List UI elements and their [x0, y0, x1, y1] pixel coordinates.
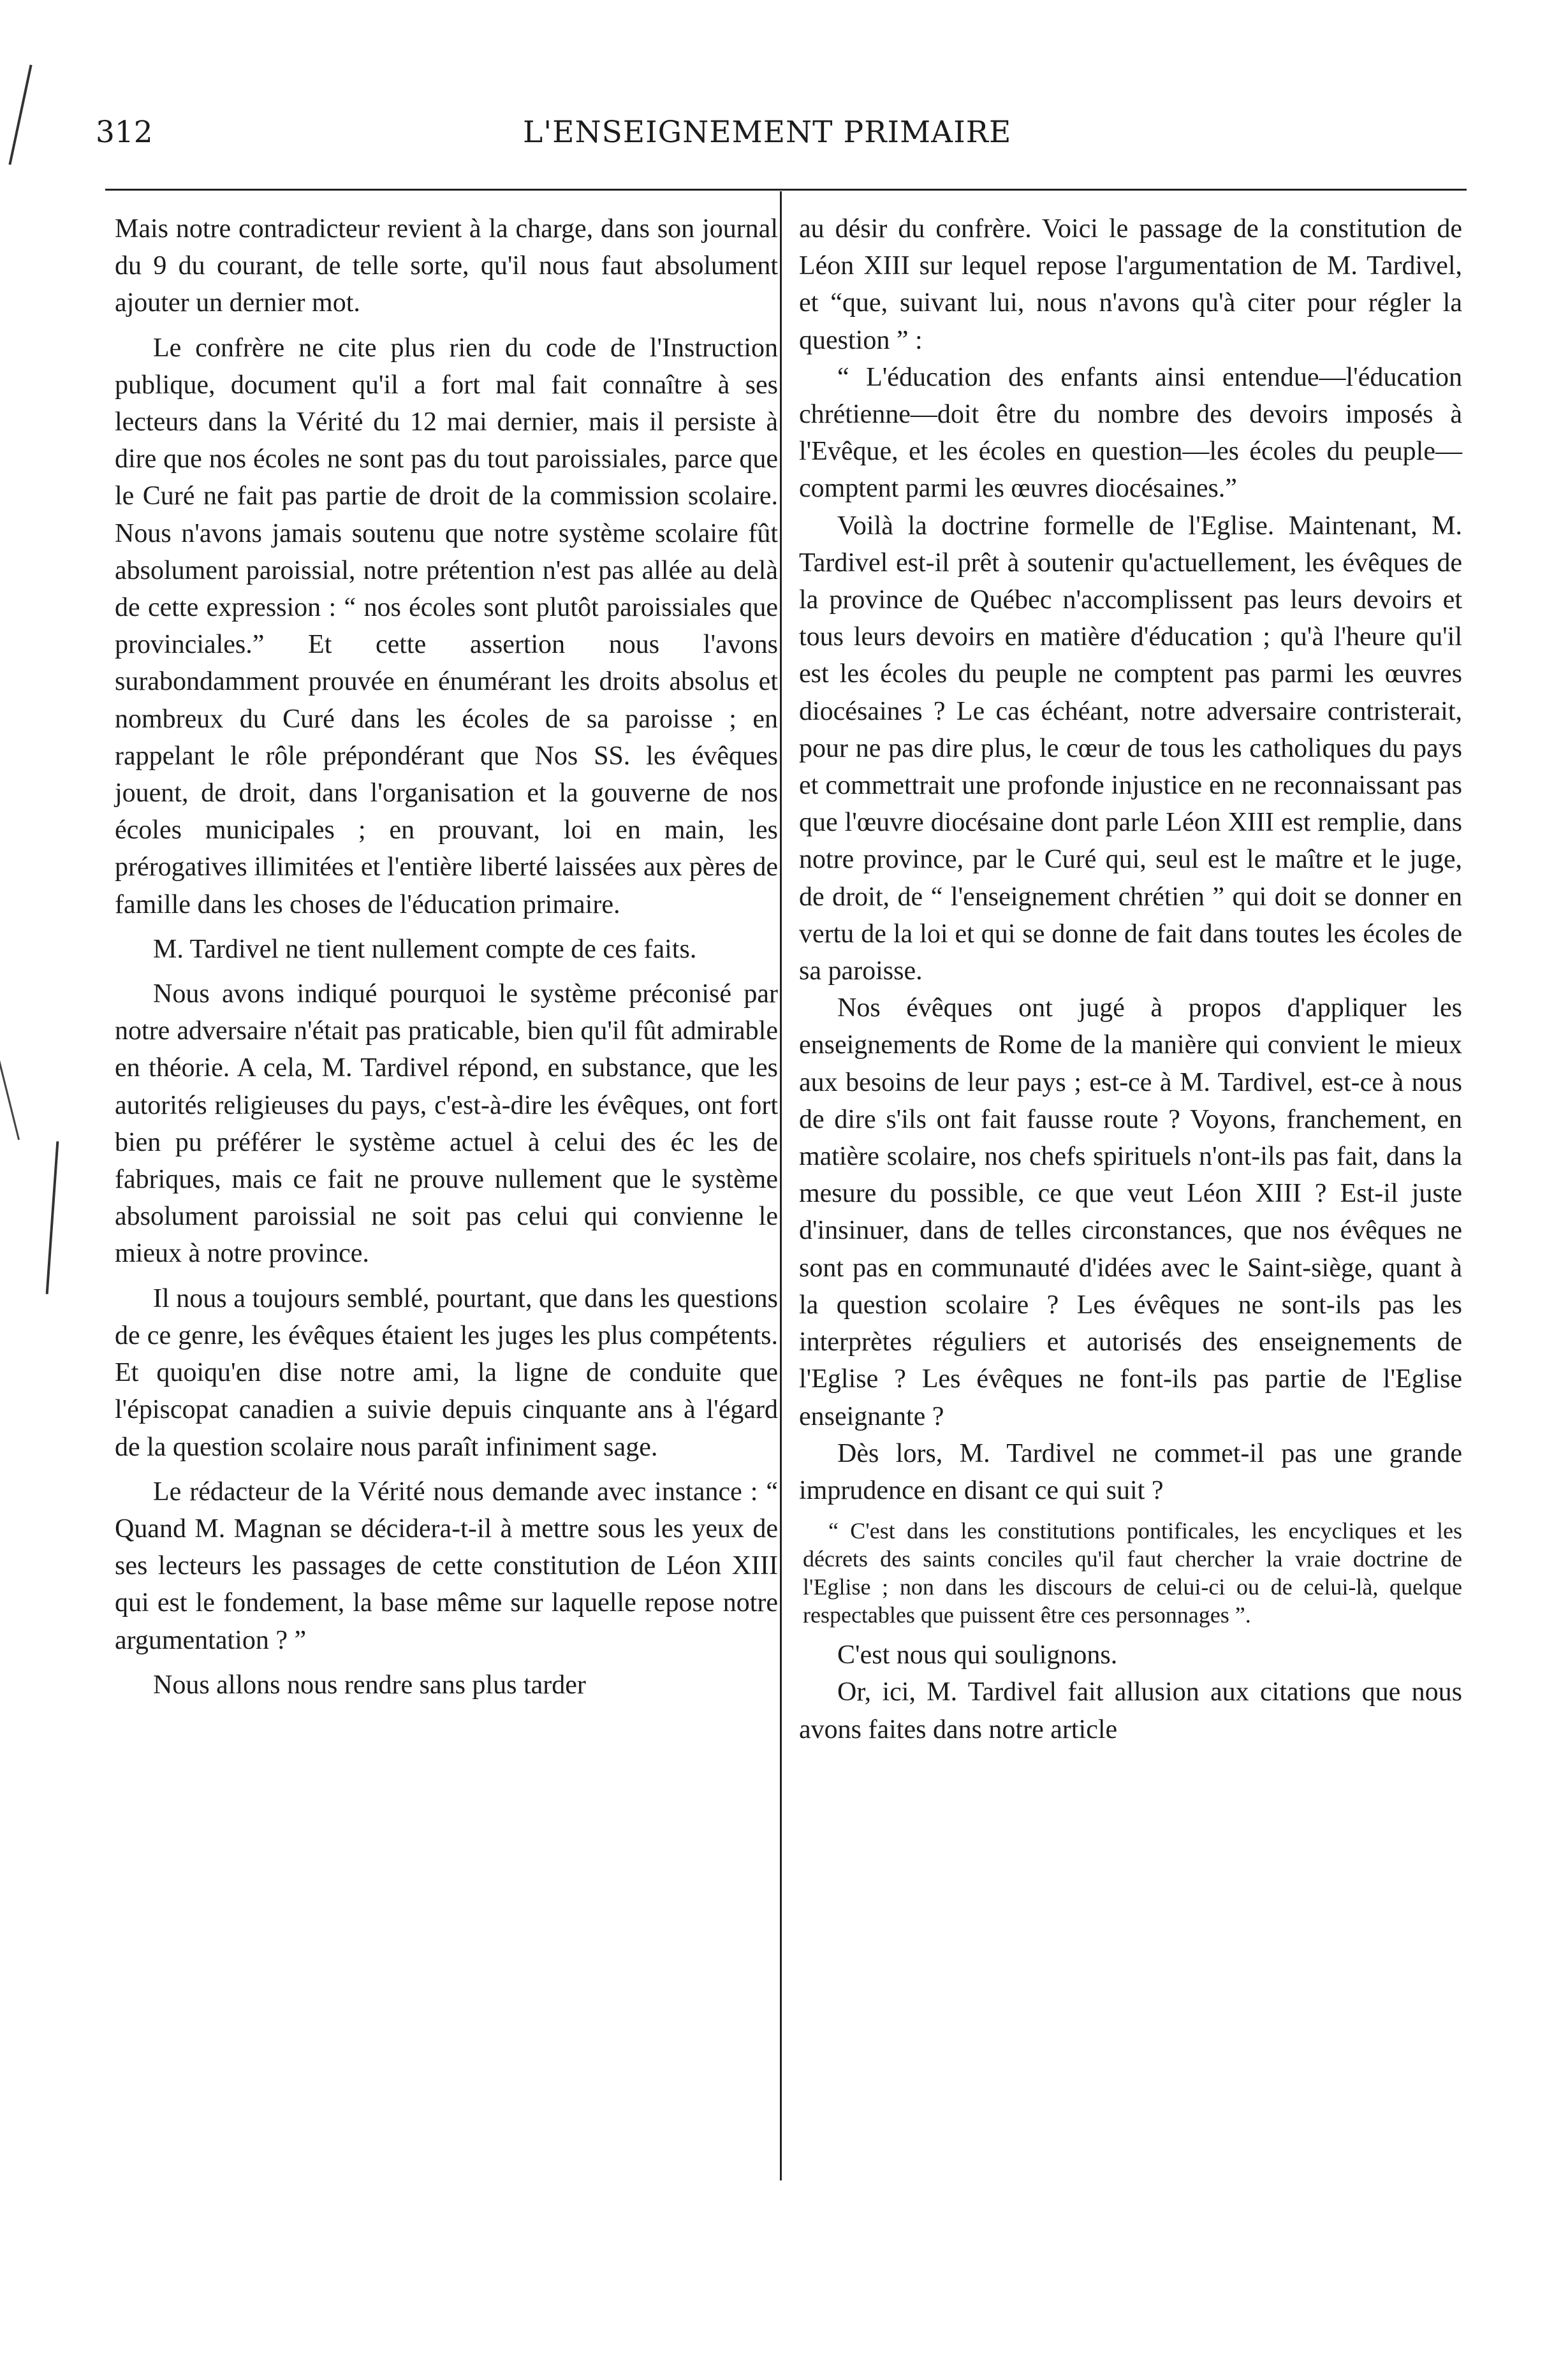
- paragraph: C'est nous qui soulignons.: [837, 1640, 1118, 1670]
- running-title: L'ENSEIGNEMENT PRIMAIRE: [523, 115, 1012, 150]
- left-column: [115, 210, 778, 1704]
- paragraph: Nos évêques ont jugé à propos d'appliquer les enseignements de Rome de la manière qui convient le mieux aux besoins de leur pays ; est-ce à M. Tardivel, est-ce à nous de dire s'ils ont fait fausse route ? Voyons, franchement, en matière scolaire, nos chefs spirituels n'ont-ils pas fait, dans la mesure du possible, ce que veut Léon XIII ? Est-il juste d'insinuer, dans de telles circonstances, que nos évêques ne sont pas en communauté d'idées avec le Saint-siège, quant à la question scolaire ? Les évêques ne sont-ils pas les interprètes réguliers et autorisés des enseignements de l'Eglise ? Les évêques ne font-ils pas partie de l'Eglise enseignante ?: [799, 993, 1462, 1431]
- right-column: [799, 210, 1462, 1748]
- scan-mark: [46, 1141, 59, 1294]
- page-number: 312: [96, 115, 153, 150]
- paragraph: Dès lors, M. Tardivel ne commet-il pas une grande imprudence en disant ce qui suit ?: [799, 1438, 1462, 1505]
- paragraph: Voilà la doctrine formelle de l'Eglise. Maintenant, M. Tardivel est-il prêt à soutenir qu'actuellement, les évêques de la province de Québec n'accomplissent pas leurs devoirs et tous leurs devoirs en matière d'éducation ; qu'à l'heure qu'il est les écoles du peuple ne comptent pas parmi les œuvres diocésaines ? Le cas échéant, notre adversaire contristerait, pour ne pas dire plus, le cœur de tous les catholiques du pays et commettrait une profonde injustice en ne reconnaissant pas que l'œuvre diocésaine dont parle Léon XIII est remplie, dans notre province, par le Curé qui, seul est le maître et le juge, de droit, de “ l'enseignement chrétien ” qui doit se donner en vertu de la loi et qui se donne de fait dans toutes les écoles de sa paroisse.: [799, 511, 1462, 986]
- paragraph: Le confrère ne cite plus rien du code de l'Instruction publique, document qu'il a fort mal fait connaître à ses lecteurs dans la Vérité du 12 mai dernier, mais il persiste à dire que nos écoles ne sont pas du tout paroissiales, parce que le Curé ne fait pas partie de droit de la commission scolaire. Nous n'avons jamais soutenu que notre système scolaire fût absolument paroissial, notre prétention n'est pas allée au delà de cette expression : “ nos écoles sont plutôt paroissiales que provinciales.” Et cette assertion nous l'avons surabondamment prouvée en énumérant les droits absolus et nombreux du Curé dans les écoles de sa paroisse ; en rappelant le rôle prépondérant que Nos SS. les évêques jouent, de droit, dans l'organisation et la gouverne de nos écoles municipales ; en prouvant, loi en main, les prérogatives illimitées et l'entière liberté laissées aux pères de famille dans les choses de l'éducation primaire.: [115, 333, 778, 919]
- paragraph: Or, ici, M. Tardivel fait allusion aux citations que nous avons faites dans notre article: [799, 1677, 1462, 1744]
- block-quote-text: “ C'est dans les constitutions pontificales, les encycliques et les décrets des saints conciles qu'il faut chercher la vraie doctrine de l'Eglise ; non dans les discours de celui-ci ou de celui-là, quelque respectables que puissent être ces personnages ”.: [803, 1518, 1462, 1628]
- quoted-paragraph: “ L'éducation des enfants ainsi entendue—l'éducation chrétienne—doit être du nombre des devoirs imposés à l'Evêque, et les écoles en question—les écoles du peuple—comptent parmi les œuvres diocésaines.”: [799, 362, 1462, 504]
- column-divider: [780, 191, 782, 2180]
- paragraph: Nous avons indiqué pourquoi le système préconisé par notre adversaire n'était pas praticable, bien qu'il fût admirable en théorie. A cela, M. Tardivel répond, en substance, que les autorités religieuses du pays, c'est-à-dire les évêques, ont fort bien pu préférer le système actuel à celui des éc les de fabriques, mais ce fait ne prouve nullement que le système absolument paroissial ne soit pas celui qui convienne le mieux à notre province.: [115, 979, 778, 1269]
- paragraph: Nous allons nous rendre sans plus tarder: [153, 1670, 586, 1700]
- header-rule: [105, 189, 1467, 191]
- paragraph: Il nous a toujours semblé, pourtant, que dans les questions de ce genre, les évêques étaient les juges les plus compétents. Et quoiqu'en dise notre ami, la ligne de conduite que l'épiscopat canadien a suivie depuis cinquante ans à l'égard de la question scolaire nous paraît infiniment sage.: [115, 1283, 778, 1462]
- paragraph: au désir du confrère. Voici le passage de la constitution de Léon XIII sur lequel repose l'argumentation de M. Tardivel, et “que, suivant lui, nous n'avons qu'à citer pour régler la question ” :: [799, 214, 1462, 355]
- paragraph: M. Tardivel ne tient nullement compte de ces faits.: [153, 934, 697, 964]
- page-header: [96, 115, 1467, 166]
- scan-mark: [8, 64, 32, 164]
- paragraph: Mais notre contradicteur revient à la charge, dans son journal du 9 du courant, de telle sorte, qu'il nous faut absolument ajouter un dernier mot.: [115, 214, 778, 318]
- paragraph: Le rédacteur de la Vérité nous demande avec instance : “ Quand M. Magnan se décidera-t-il à mettre sous les yeux de ses lecteurs les passages de cette constitution de Léon XIII qui est le fondement, la base même sur laquelle repose notre argumentation ? ”: [115, 1477, 778, 1655]
- block-quote: [799, 1517, 1462, 1629]
- scan-mark: [0, 1047, 20, 1140]
